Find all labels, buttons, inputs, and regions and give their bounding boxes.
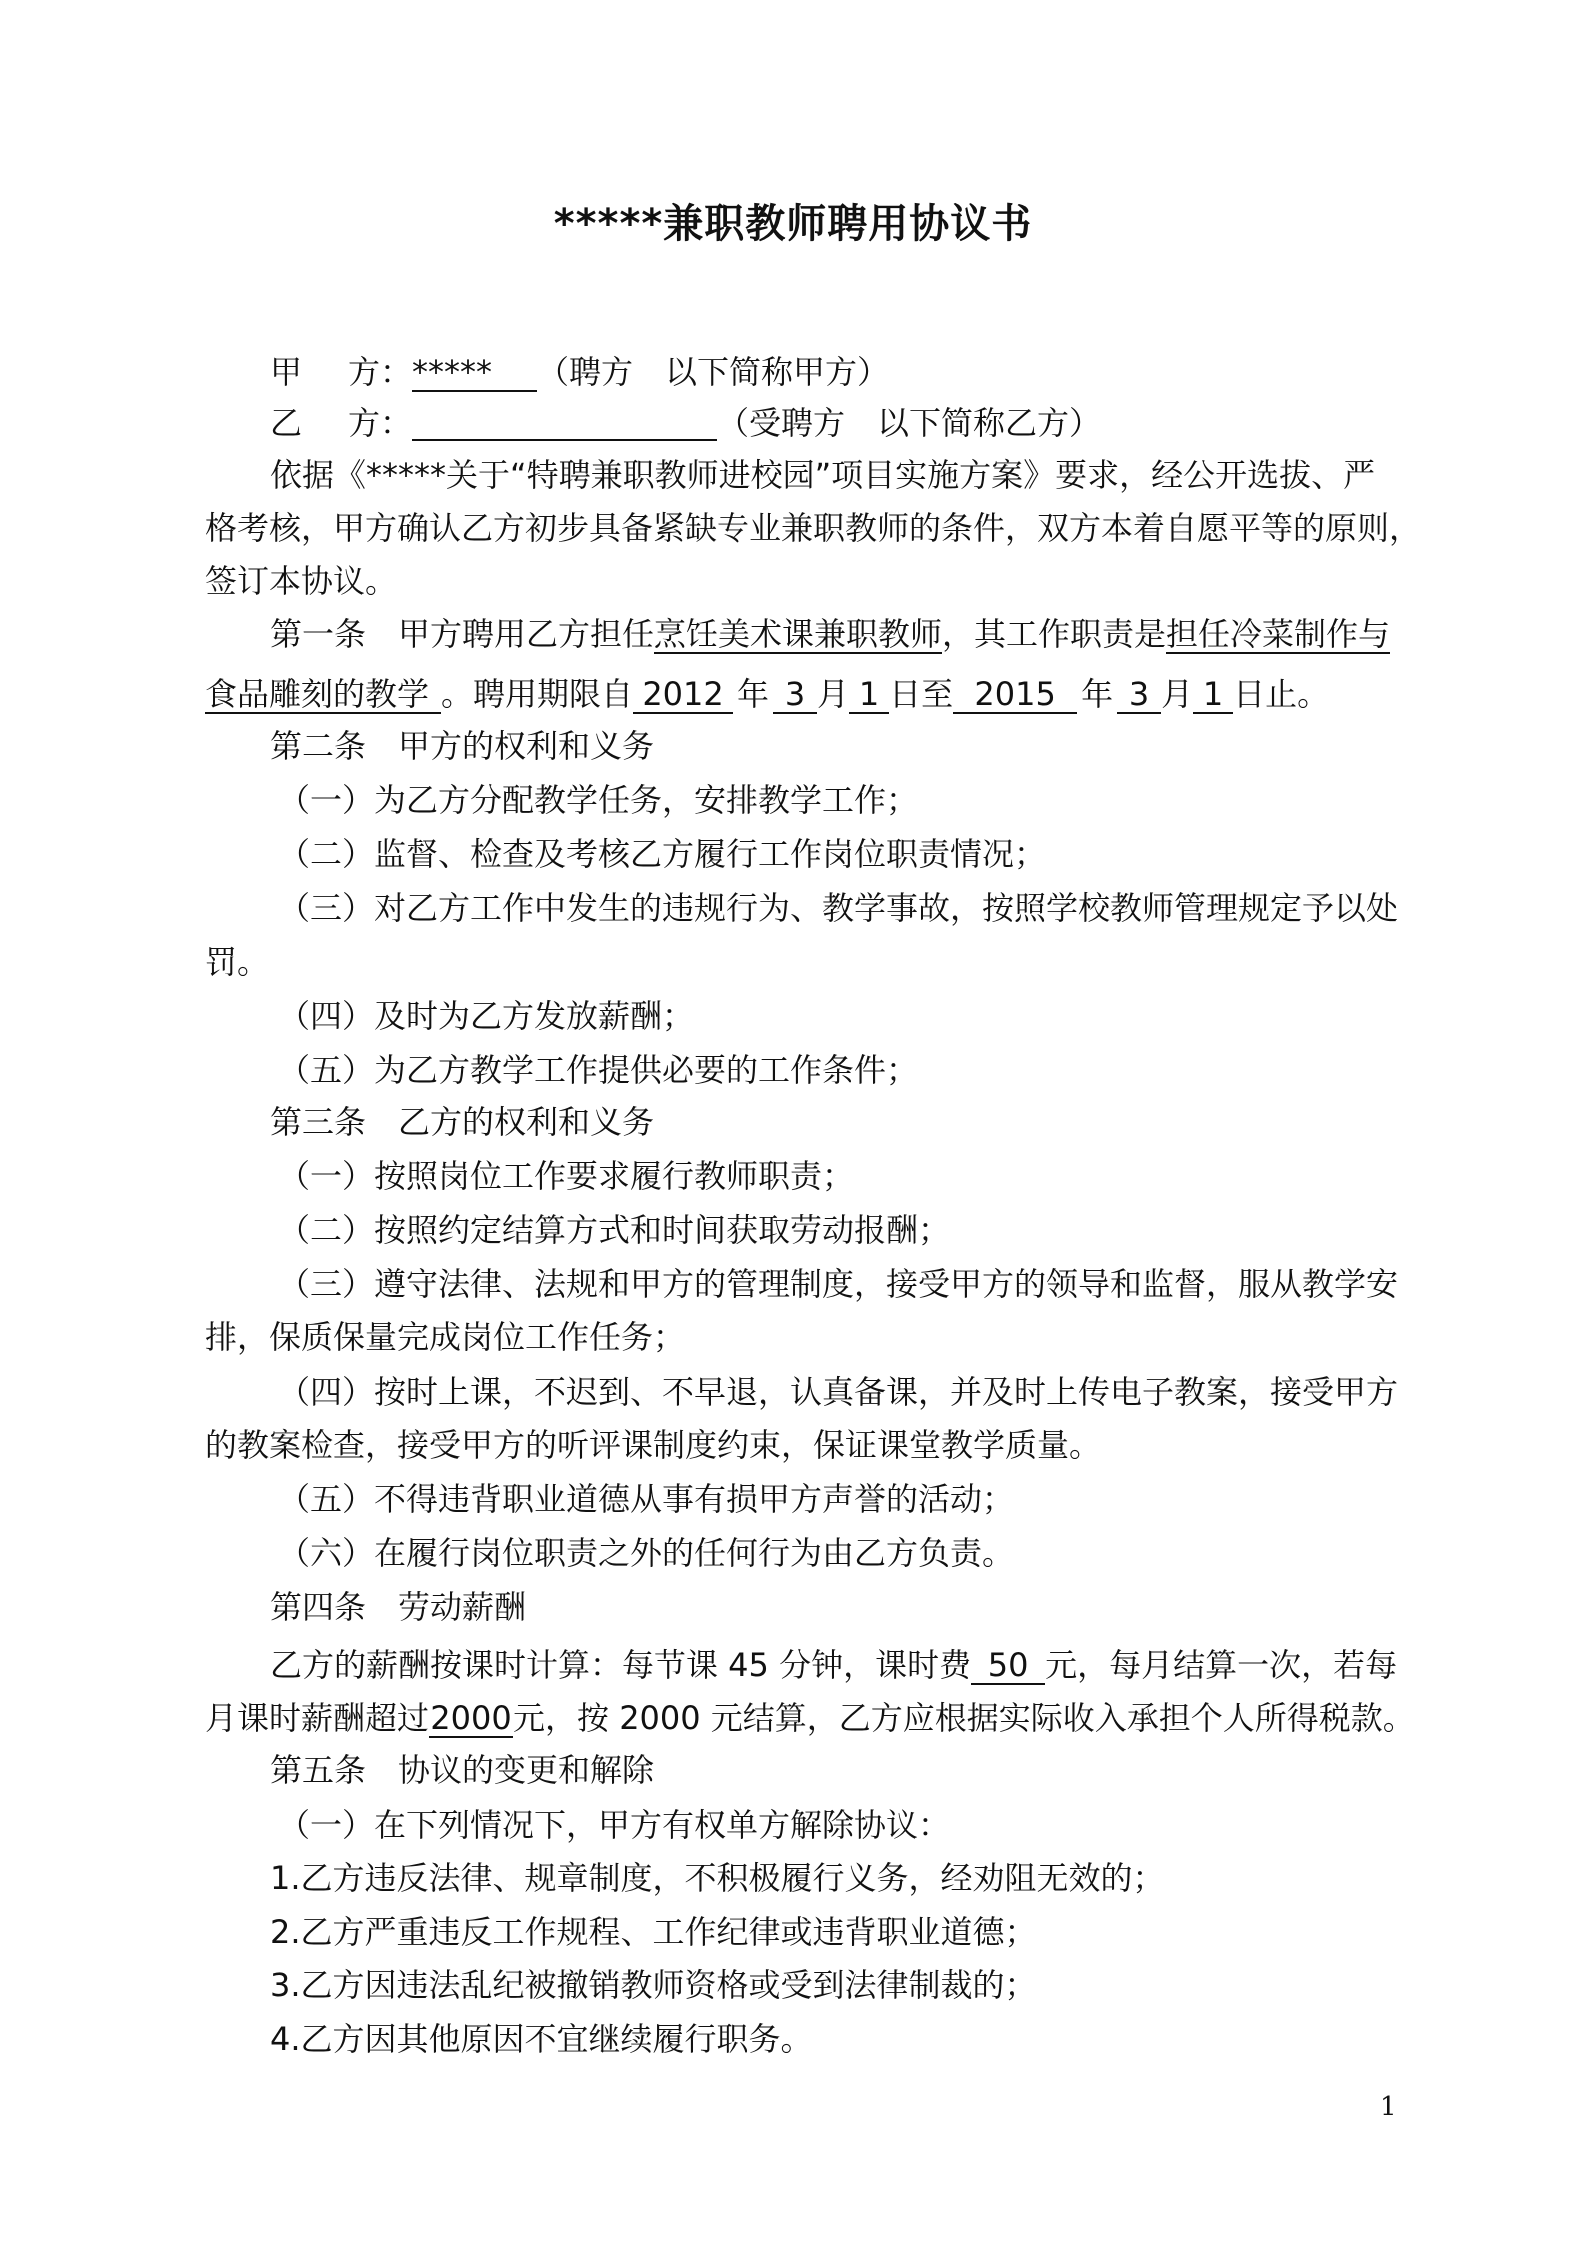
- article1-end-year: 2015: [953, 676, 1077, 714]
- article1-position: 烹饪美术课兼职教师: [654, 615, 943, 653]
- article4-line1-suffix: 元，每月结算一次，若每: [1045, 1646, 1398, 1684]
- article1-middle: ，其工作职责是: [942, 615, 1167, 653]
- article4-line2-suffix: 元，按 2000 元结算，乙方应根据实际收入承担个人所得税款。: [513, 1699, 1415, 1737]
- document-title: *****兼职教师聘用协议书: [553, 201, 1033, 247]
- article1-period-prefix: 。聘用期限自: [441, 675, 634, 713]
- article3-item: （一）按照岗位工作要求履行教师职责；: [278, 1157, 855, 1195]
- party-b-label-2: 方：: [348, 404, 413, 442]
- article1-start-day: 1: [849, 676, 889, 714]
- article2-heading: 第二条 甲方的权利和义务: [270, 727, 655, 765]
- party-b-line: [270, 403, 1465, 443]
- article2-item: （五）为乙方教学工作提供必要的工作条件；: [278, 1051, 919, 1089]
- article5-item: 3.乙方因违法乱纪被撤销教师资格或受到法律制裁的；: [270, 1966, 1037, 2004]
- article4-fee: 50: [971, 1647, 1045, 1685]
- party-a-label-1: 甲: [270, 353, 303, 391]
- party-a-note: （聘方 以下简称甲方）: [537, 353, 890, 391]
- article1-day-end: 日止。: [1233, 675, 1330, 713]
- article2-item: 罚。: [205, 943, 270, 981]
- article5-sub1: （一）在下列情况下，甲方有权单方解除协议：: [278, 1806, 951, 1844]
- article5-item: 2.乙方严重违反工作规程、工作纪律或违背职业道德；: [270, 1913, 1037, 1951]
- article3-item: 排，保质保量完成岗位工作任务；: [205, 1318, 686, 1356]
- article1-end-month: 3: [1117, 676, 1161, 714]
- article1-end-day: 1: [1193, 676, 1233, 714]
- article4-line1-prefix: 乙方的薪酬按课时计算：每节课 45 分钟，课时费: [270, 1646, 972, 1684]
- party-b-label-1: 乙: [270, 404, 303, 442]
- preamble-line-1: 依据《*****关于“特聘兼职教师进校园”项目实施方案》要求，经公开选拔、严: [270, 456, 1376, 494]
- article4-line-1: [270, 1645, 1465, 1685]
- article1-year-word-1: 年: [737, 675, 770, 713]
- preamble-line-2: 格考核，甲方确认乙方初步具备紧缺专业兼职教师的条件，双方本着自愿平等的原则，: [205, 509, 1422, 547]
- article3-heading: 第三条 乙方的权利和义务: [270, 1103, 655, 1141]
- article3-item: （四）按时上课，不迟到、不早退，认真备课，并及时上传电子教案，接受甲方: [278, 1373, 1399, 1411]
- article2-item: （二）监督、检查及考核乙方履行工作岗位职责情况；: [278, 835, 1047, 873]
- preamble-line-3: 签订本协议。: [205, 562, 398, 600]
- article1-start-year: 2012: [633, 676, 733, 714]
- party-a-label-2: 方：: [348, 353, 413, 391]
- article1-line-2: [205, 674, 1400, 714]
- article1-month-word-2: 月: [1161, 675, 1194, 713]
- article2-item: （三）对乙方工作中发生的违规行为、教学事故，按照学校教师管理规定予以处: [278, 889, 1399, 927]
- party-b-note: （受聘方 以下简称乙方）: [717, 404, 1102, 442]
- party-a-line: [270, 352, 1465, 392]
- article1-month-word-1: 月: [817, 675, 850, 713]
- party-b-value: [412, 403, 717, 441]
- article1-duty-1: 担任冷菜制作与: [1166, 615, 1391, 653]
- article5-heading: 第五条 协议的变更和解除: [270, 1751, 655, 1789]
- article5-item: 1.乙方违反法律、规章制度，不积极履行义务，经劝阻无效的；: [270, 1859, 1165, 1897]
- article4-line2-prefix: 月课时薪酬超过: [205, 1699, 430, 1737]
- article1-start-month: 3: [773, 676, 817, 714]
- article3-item: （六）在履行岗位职责之外的任何行为由乙方负责。: [278, 1534, 1015, 1572]
- party-a-value: *****: [412, 354, 537, 392]
- article4-heading: 第四条 劳动薪酬: [270, 1588, 527, 1626]
- article2-item: （一）为乙方分配教学任务，安排教学工作；: [278, 781, 919, 819]
- article3-item: 的教案检查，接受甲方的听评课制度约束，保证课堂教学质量。: [205, 1426, 1102, 1464]
- article1-prefix: 第一条 甲方聘用乙方担任: [270, 615, 655, 653]
- page-number: 1: [1380, 2092, 1397, 2122]
- article1-duty-2: 食品雕刻的教学: [205, 676, 441, 714]
- article5-item: 4.乙方因其他原因不宜继续履行职务。: [270, 2020, 813, 2058]
- article3-item: （三）遵守法律、法规和甲方的管理制度，接受甲方的领导和监督，服从教学安: [278, 1265, 1399, 1303]
- article2-item: （四）及时为乙方发放薪酬；: [278, 997, 695, 1035]
- article1-line-1: [270, 614, 1465, 654]
- article4-cap: 2000: [430, 1699, 512, 1737]
- article1-day-to: 日至: [889, 675, 954, 713]
- article3-item: （五）不得违背职业道德从事有损甲方声誉的活动；: [278, 1480, 1015, 1518]
- article4-line-2: [205, 1698, 1415, 1738]
- article1-year-word-2: 年: [1081, 675, 1114, 713]
- article3-item: （二）按照约定结算方式和时间获取劳动报酬；: [278, 1211, 951, 1249]
